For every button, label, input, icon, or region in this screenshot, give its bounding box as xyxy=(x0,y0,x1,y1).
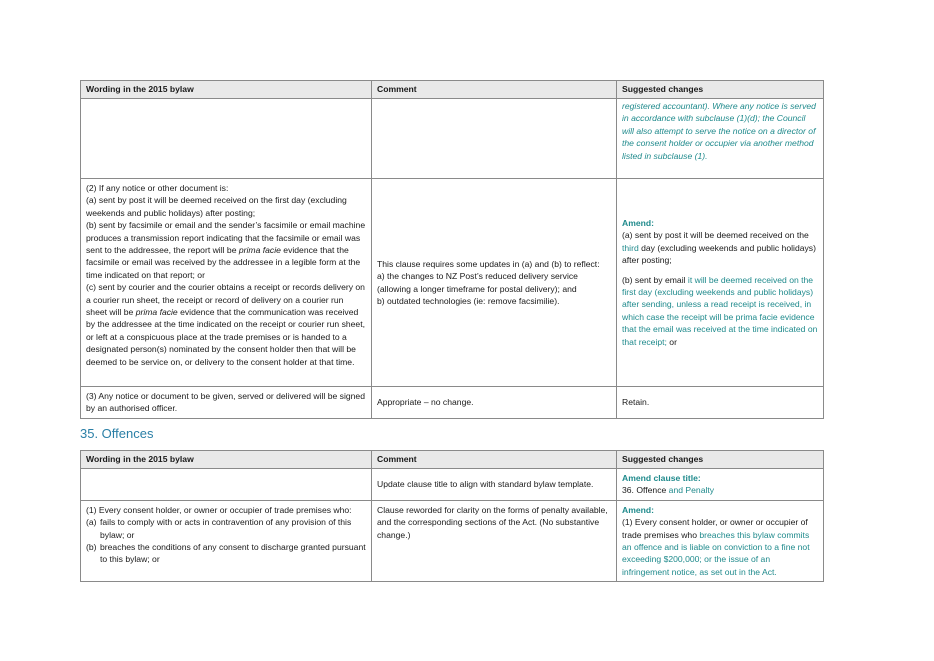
amend-offence-start: (1) Every consent holder, or owner or occupier of trade premises who xyxy=(622,517,808,540)
amend-offence-changed: breaches this bylaw commits an offence and is liable on conviction to a fine not exceeding $200,000; or the issue of an infringement notice, as set out in the Act. xyxy=(622,529,810,577)
comment-b: b) outdated technologies (ie: remove facsimilie). xyxy=(377,295,560,306)
table-row xyxy=(81,179,824,387)
amend-title-text xyxy=(622,484,818,496)
amend-b-changed: it will be deemed received on the first day (excluding weekends and public holidays) after sending, unless a read receipt is received, in which case the receipt will be prima facie evidence that the email was received at the time indicated on that receipt; xyxy=(622,274,818,347)
amend-offence-text xyxy=(622,516,818,578)
clause-2a: (a) sent by post it will be deemed received on the first day (excluding weekends and public holidays) after posting; xyxy=(86,195,347,218)
offence-item-b-label: (b) xyxy=(86,542,97,553)
offence-item-a xyxy=(86,516,366,541)
table-row xyxy=(81,387,824,419)
comment-cell xyxy=(372,99,617,179)
amend-label: Amend: xyxy=(622,504,654,515)
table-header-row xyxy=(81,451,824,469)
amend-a-changed: third xyxy=(622,242,639,253)
amend-b-end: or xyxy=(666,336,677,347)
amend-a xyxy=(622,229,818,266)
table-header-row xyxy=(81,81,824,99)
suggested-cell xyxy=(617,99,824,179)
amend-b xyxy=(622,274,818,348)
table-row xyxy=(81,99,824,179)
amend-title-label: Amend clause title: xyxy=(622,473,701,483)
wording-cell xyxy=(81,99,372,179)
suggested-continuation-text: registered accountant). Where any notice is served in accordance with subclause (1)(d); the Council will also attempt to serve the notice on a director of the consent holder or occupier via another method listed in subclause (1). xyxy=(622,101,816,161)
amend-b-start: (b) sent by email xyxy=(622,274,688,285)
offence-intro: (1) Every consent holder, or owner or occupier of trade premises who: xyxy=(86,504,352,515)
offence-item-b-text: breaches the conditions of any consent to discharge granted pursuant to this bylaw; or xyxy=(100,542,366,565)
offence-item-a-label: (a) xyxy=(86,517,97,528)
header-comment: Comment xyxy=(372,81,617,99)
amend-title-start: 36. Offence xyxy=(622,485,669,496)
clause-2b-italic: prima facie xyxy=(238,245,281,256)
clause-2b-text-start: (b) sent by facsimile or email and the sender’s facsimile or email machine produces a transmission report indicating that the facsimile or email was sent to the addressee, the report will be xyxy=(86,220,366,256)
clause-2c-italic: prima facie xyxy=(135,307,178,318)
amend-a-start: (a) sent by post it will be deemed received on the xyxy=(622,230,809,241)
table-row xyxy=(81,500,824,581)
suggested-cell xyxy=(617,469,824,501)
header-suggested-changes: Suggested changes xyxy=(617,451,824,469)
amend-label: Amend: xyxy=(622,217,654,228)
suggested-cell xyxy=(617,500,824,581)
clause-2c-text-start: (c) sent by courier and the courier obtains a receipt or records delivery on a courier run sheet, the receipt or record of delivery on a courier run sheet will be xyxy=(86,282,365,318)
amend-a-end: day (excluding weekends and public holidays) after posting; xyxy=(622,242,816,266)
clause-2c xyxy=(86,281,366,368)
comment-intro: This clause requires some updates in (a) and (b) to reflect: xyxy=(377,258,600,269)
comment-cell: Appropriate – no change. xyxy=(372,387,617,419)
header-wording: Wording in the 2015 bylaw xyxy=(81,81,372,99)
header-wording: Wording in the 2015 bylaw xyxy=(81,451,372,469)
comment-cell xyxy=(372,179,617,387)
bylaw-comparison-table-2 xyxy=(80,450,824,582)
clause-2c-text-end: evidence that the communication was received by the addressee at the time indicated on the receipt or courier run sheet, or left at a conspicuous place at the trade premises or is handed to a designated person(s) nominated by the consent holder then that will be deemed to be service on, or delivery to the consent holder at that time. xyxy=(86,307,365,367)
offence-item-b xyxy=(86,541,366,566)
wording-cell xyxy=(81,179,372,387)
clause-2b-text-end: evidence that the facsimile or email was received by the addressee in a legible form at the time indicated on that report; or xyxy=(86,245,361,280)
clause-2b xyxy=(86,219,366,281)
header-comment: Comment xyxy=(372,451,617,469)
clause-2-intro: (2) If any notice or other document is: xyxy=(86,183,229,193)
amend-title-changed: and Penalty xyxy=(668,485,715,496)
table-row xyxy=(81,469,824,501)
wording-cell xyxy=(81,500,372,581)
offence-item-a-text: fails to comply with or acts in contravention of any provision of this bylaw; or xyxy=(100,517,352,540)
bylaw-comparison-table-1 xyxy=(80,80,824,419)
suggested-cell: Retain. xyxy=(617,387,824,419)
comment-a: a) the changes to NZ Post’s reduced delivery service (allowing a longer timeframe for postal delivery); and xyxy=(377,271,578,294)
header-suggested-changes: Suggested changes xyxy=(617,81,824,99)
section-heading: 35. Offences xyxy=(80,426,154,441)
comment-cell: Clause reworded for clarity on the forms of penalty available, and the corresponding sections of the Act. (No substantive change.) xyxy=(372,500,617,581)
suggested-cell xyxy=(617,179,824,387)
wording-cell xyxy=(81,469,372,501)
wording-cell: (3) Any notice or document to be given, served or delivered will be signed by an authorised officer. xyxy=(81,387,372,419)
comment-cell: Update clause title to align with standard bylaw template. xyxy=(372,469,617,501)
